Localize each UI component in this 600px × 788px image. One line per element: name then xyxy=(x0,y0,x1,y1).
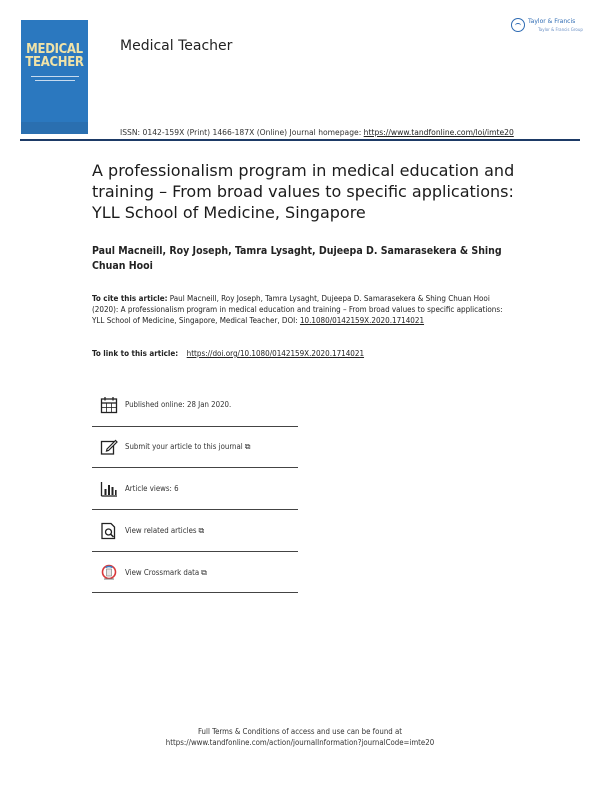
published-date-label: Published online: 28 Jan 2020. xyxy=(125,400,232,409)
info-divider xyxy=(92,551,298,552)
journal-name: Medical Teacher xyxy=(120,38,233,54)
article-doi-link[interactable]: https://doi.org/10.1080/0142159X.2020.1714021 xyxy=(186,349,365,358)
article-title: A professionalism program in medical education and training – From broad values to specific applications: YLL School of Medicine, Singapore xyxy=(92,161,515,222)
publisher-logo[interactable] xyxy=(511,17,581,35)
citation-block xyxy=(92,293,512,326)
calendar-icon xyxy=(100,396,118,414)
submit-article-link[interactable] xyxy=(125,442,250,452)
info-divider xyxy=(92,509,298,510)
publisher-logo-icon xyxy=(511,18,525,32)
cover-subtitle-line xyxy=(35,80,75,81)
info-divider xyxy=(92,467,298,468)
crossmark-icon xyxy=(100,564,118,582)
publisher-logo-subtext: Taylor & Francis Group xyxy=(538,27,583,32)
crossmark-link[interactable] xyxy=(125,568,207,578)
related-articles-text: View related articles xyxy=(125,526,197,535)
external-link-icon: ⧉ xyxy=(244,442,251,451)
issn-text: ISSN: 0142-159X (Print) 1466-187X (Online) Journal homepage: xyxy=(120,128,364,137)
issn-line xyxy=(120,128,514,137)
footer-terms-link[interactable]: https://www.tandfonline.com/action/journalInformation?journalCode=imte20 xyxy=(165,738,435,747)
bar-chart-icon xyxy=(100,480,118,498)
external-link-icon: ⧉ xyxy=(201,568,207,577)
crossmark-text: View Crossmark data xyxy=(125,568,200,577)
footer-line1: Full Terms & Conditions of access and use can be found at xyxy=(197,727,403,736)
cover-subtitle-line xyxy=(31,76,79,77)
crossmark-row[interactable] xyxy=(92,558,298,600)
info-divider xyxy=(92,426,298,427)
submit-article-text: Submit your article to this journal xyxy=(125,442,243,451)
cite-doi-link[interactable]: 10.1080/0142159X.2020.1714021 xyxy=(299,316,425,325)
cite-text: Paul Macneill, Roy Joseph, Tamra Lysaght, Dujeepa D. Samarasekera & Shing Chuan Hooi (2020): A professionalism program in medical education and training – From broad values to specific applications: YLL School of Medicine, Singapore, Medical Teacher, DOI: xyxy=(92,294,503,325)
footer xyxy=(0,726,600,748)
external-link-icon: ⧉ xyxy=(198,526,205,535)
publisher-logo-text: Taylor & Francis xyxy=(528,18,576,25)
info-divider xyxy=(92,592,298,593)
header-divider xyxy=(20,139,580,141)
cover-title-line2: TEACHER xyxy=(25,55,84,70)
journal-homepage-link[interactable]: https://www.tandfonline.com/loi/imte20 xyxy=(363,128,514,137)
cover-title-line1: MEDICAL xyxy=(26,42,83,57)
related-articles-link[interactable] xyxy=(125,526,204,536)
related-articles-icon xyxy=(100,522,118,540)
edit-icon xyxy=(100,438,118,456)
cover-band xyxy=(21,122,88,134)
article-authors: Paul Macneill, Roy Joseph, Tamra Lysaght, Dujeepa D. Samarasekera & Shing Chuan Hooi xyxy=(92,245,502,272)
cite-label: To cite this article: xyxy=(92,294,168,303)
article-views-label: Article views: 6 xyxy=(125,484,179,493)
link-label: To link to this article: xyxy=(92,349,181,358)
article-link-block xyxy=(92,348,512,359)
journal-cover-thumbnail[interactable] xyxy=(21,20,88,134)
